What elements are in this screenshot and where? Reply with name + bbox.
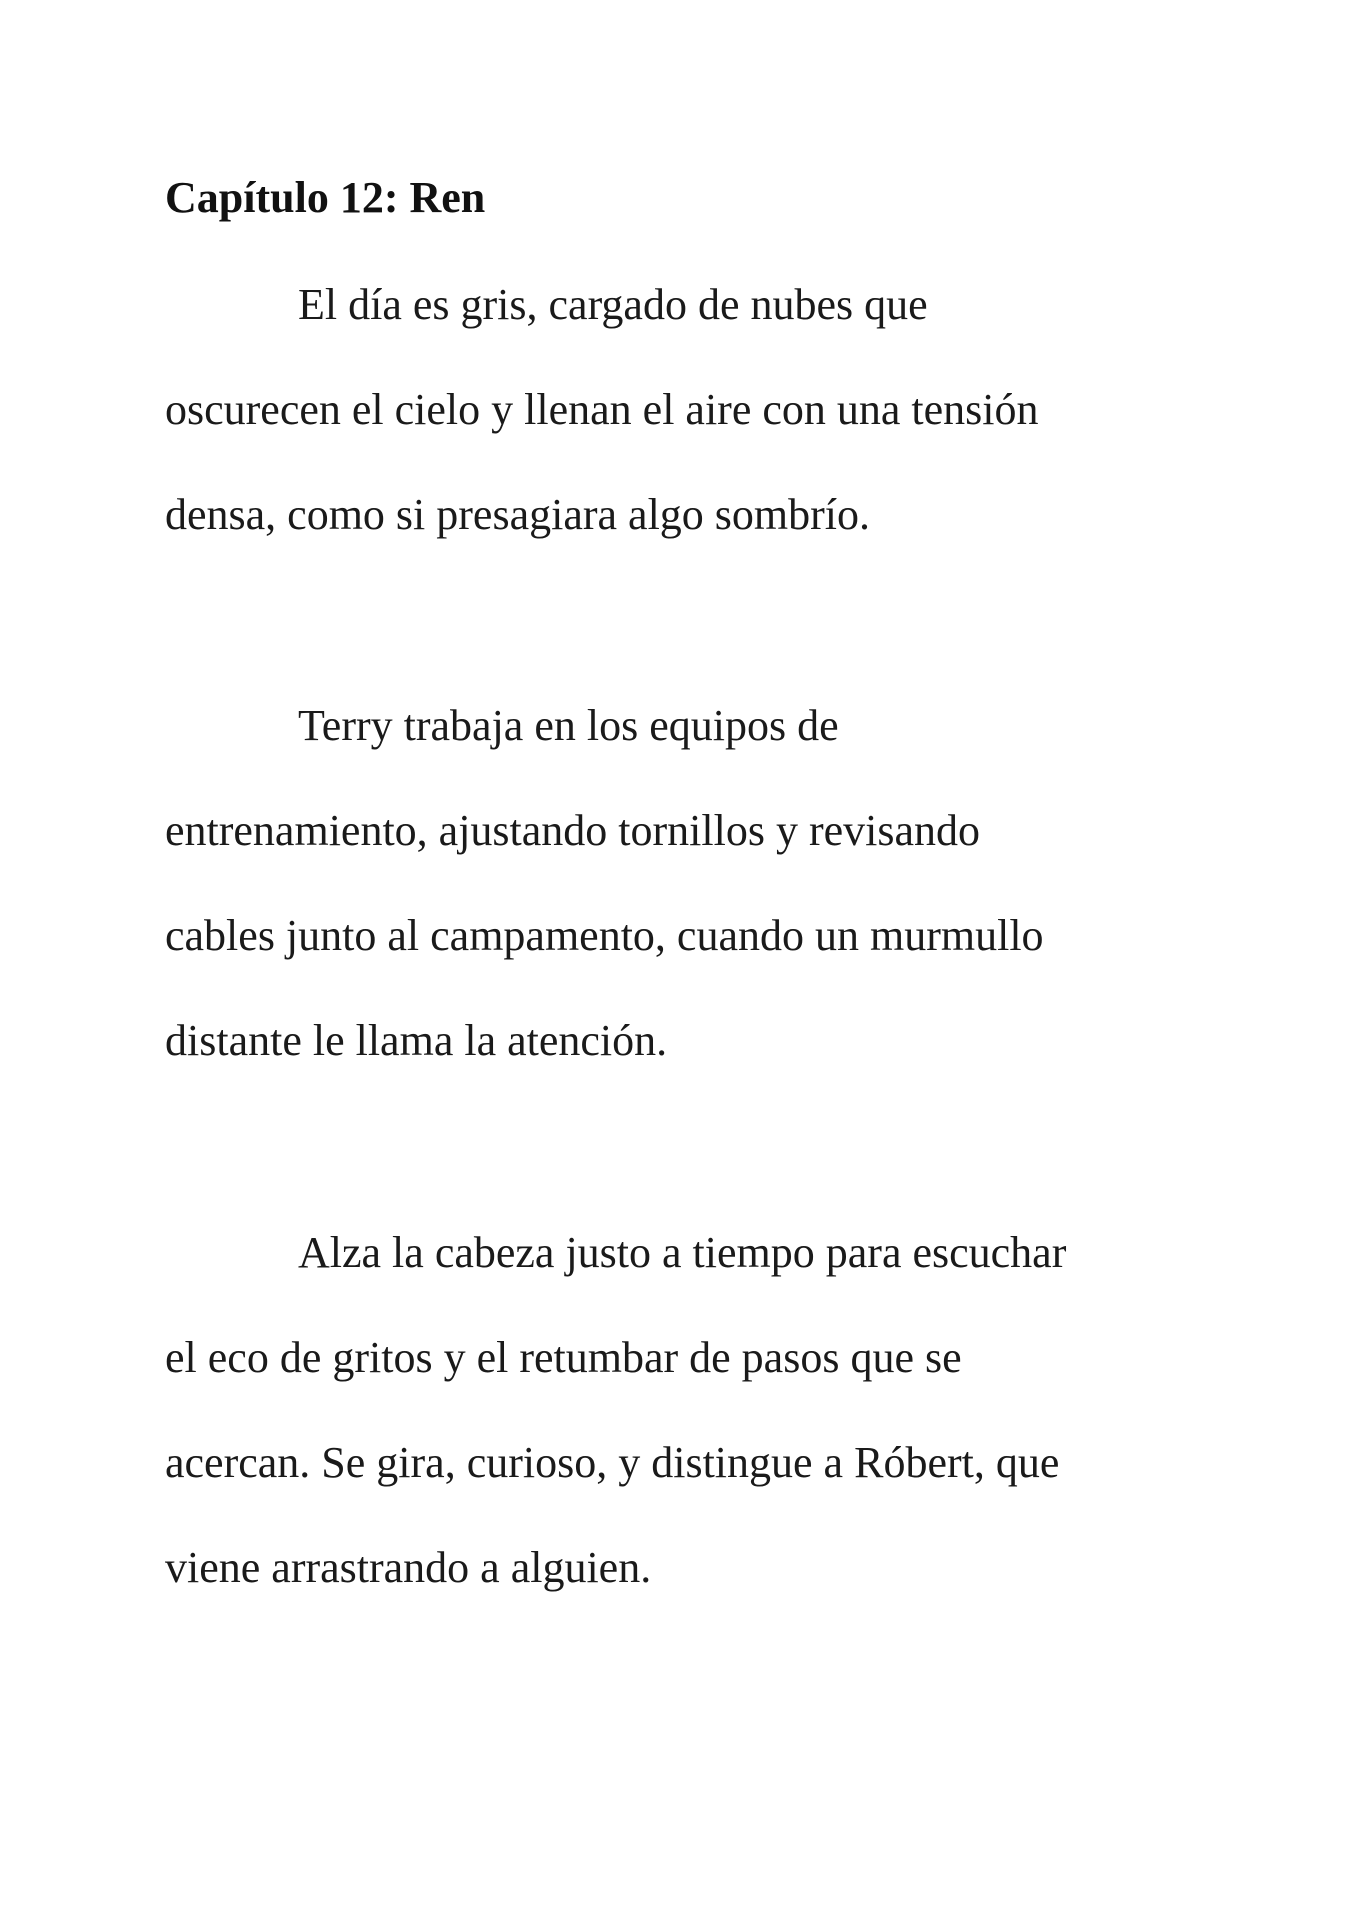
paragraph-line: El día es gris, cargado de nubes que xyxy=(298,280,928,329)
paragraph-3 xyxy=(165,1200,1225,1620)
paragraph-line: acercan. Se gira, curioso, y distingue a Róbert, que xyxy=(165,1438,1060,1487)
paragraph-2 xyxy=(165,673,1225,1093)
paragraph-line: distante le llama la atención. xyxy=(165,1016,668,1065)
paragraph-line: viene arrastrando a alguien. xyxy=(165,1543,652,1592)
paragraph-line: el eco de gritos y el retumbar de pasos que se xyxy=(165,1333,962,1382)
paragraph-line: Terry trabaja en los equipos de xyxy=(298,701,839,750)
paragraph-1 xyxy=(165,252,1225,567)
paragraph-line: entrenamiento, ajustando tornillos y revisando xyxy=(165,806,981,855)
paragraph-line: oscurecen el cielo y llenan el aire con una tensión xyxy=(165,385,1039,434)
chapter-title: Capítulo 12: Ren xyxy=(165,173,486,222)
paragraph-line: Alza la cabeza justo a tiempo para escuchar xyxy=(298,1228,1067,1277)
paragraph-line: densa, como si presagiara algo sombrío. xyxy=(165,490,871,539)
paragraph-line: cables junto al campamento, cuando un murmullo xyxy=(165,911,1044,960)
